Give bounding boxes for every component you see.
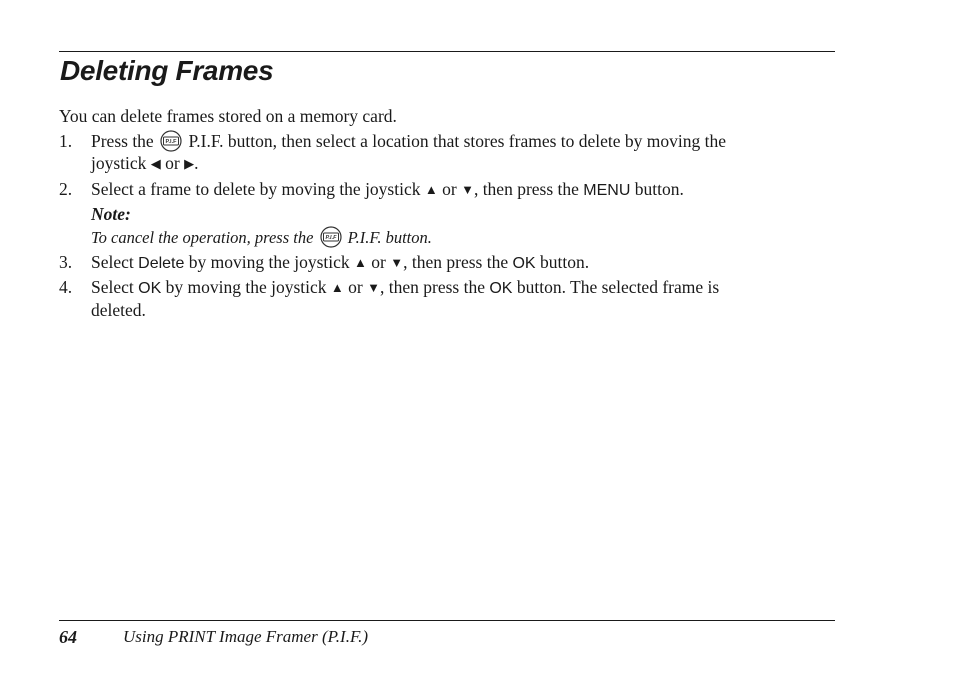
menu-key-label: MENU	[583, 182, 631, 199]
page-title: Deleting Frames	[60, 55, 274, 86]
step-number: 2.	[59, 179, 73, 199]
step-1-line-1: Press the P.I.F P.I.F. button, then select a location that stores frames to delete by moving the	[91, 131, 727, 151]
step-4-line-1: Select OK by moving the joystick ▲ or ▼, then press the OK button. The selected frame is	[91, 277, 720, 297]
svg-text:P.I.F: P.I.F	[325, 235, 336, 242]
arrow-down-icon: ▼	[461, 182, 474, 197]
step-4-line-2: deleted.	[91, 300, 146, 320]
intro-text: You can delete frames stored on a memory card.	[59, 106, 397, 126]
page-number: 64	[59, 627, 77, 647]
arrow-left-icon: ◀	[150, 156, 161, 171]
arrow-up-icon: ▲	[354, 255, 367, 270]
arrow-up-icon: ▲	[330, 280, 344, 295]
footer-rule	[59, 620, 835, 621]
ok-option-label: OK	[138, 280, 162, 297]
note-text: To cancel the operation, press the P.I.F P.I.F. button.	[91, 228, 432, 247]
ok-key-label: OK	[489, 280, 513, 297]
step-2-line: Select a frame to delete by moving the joystick ▲ or ▼, then press the MENU button.	[91, 179, 684, 199]
pif-button-icon	[320, 226, 342, 248]
arrow-down-icon: ▼	[367, 280, 380, 295]
svg-text:P.I.F: P.I.F	[165, 139, 177, 146]
arrow-right-icon: ▶	[184, 156, 195, 171]
footer-section-title: Using PRINT Image Framer (P.I.F.)	[123, 627, 369, 646]
step-3-line: Select Delete by moving the joystick ▲ or ▼, then press the OK button.	[91, 252, 590, 272]
arrow-up-icon: ▲	[424, 182, 438, 197]
pif-button-icon	[160, 130, 182, 152]
note-label: Note:	[91, 204, 131, 224]
ok-key-label: OK	[512, 255, 536, 272]
arrow-down-icon: ▼	[390, 255, 404, 270]
step-1-line-2: joystick ◀ or ▶.	[91, 153, 199, 173]
step-number: 3.	[59, 252, 73, 272]
delete-option-label: Delete	[138, 255, 185, 272]
step-number: 4.	[59, 277, 73, 297]
step-number: 1.	[59, 131, 73, 151]
